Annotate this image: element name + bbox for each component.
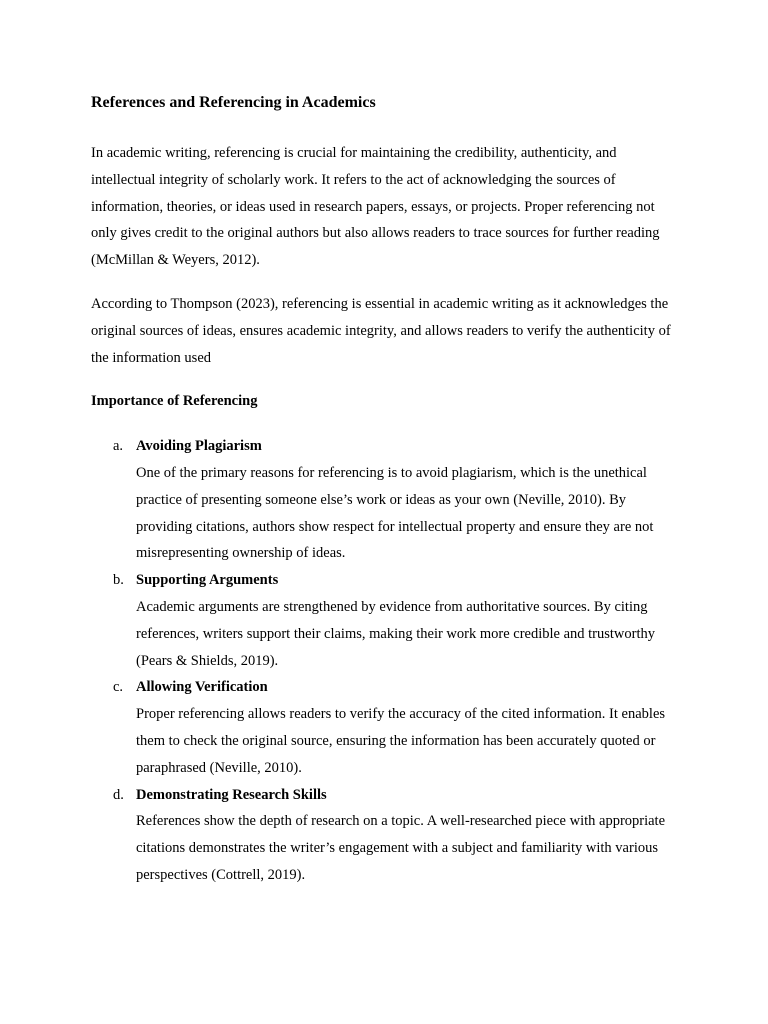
- importance-list: [91, 433, 683, 889]
- list-item-research-skills: [91, 782, 683, 889]
- list-item-body: References show the depth of research on a topic. A well-researched piece with appropriate citations demonstrates the writer’s engagement with a subject and familiarity with various perspectives (Cottrell, 2019).: [136, 813, 666, 883]
- list-item-title: Supporting Arguments: [136, 572, 279, 589]
- list-item-avoiding-plagiarism: [91, 433, 683, 567]
- section-heading: Importance of Referencing: [91, 393, 258, 410]
- list-marker: a.: [113, 438, 124, 455]
- list-marker: c.: [113, 679, 124, 696]
- list-item-title: Demonstrating Research Skills: [136, 786, 327, 803]
- thompson-paragraph: According to Thompson (2023), referencing is essential in academic writing as it acknowledges the original sources of ideas, ensures academic integrity, and allows readers to verify the authenticity of the information used: [91, 295, 671, 366]
- list-item-body: Academic arguments are strengthened by evidence from authoritative sources. By citing references, writers support their claims, making their work more credible and trustworthy (Pears & Shields, 2019).: [136, 598, 656, 669]
- list-item-supporting-arguments: [91, 567, 683, 674]
- list-item-title: Allowing Verification: [136, 679, 268, 696]
- document-title: References and Referencing in Academics: [91, 94, 376, 111]
- list-item-body: Proper referencing allows readers to verify the accuracy of the cited information. It enables them to check the original source, ensuring the information has been accurately quoted or paraphrased (Neville, 2010).: [136, 706, 666, 776]
- list-item-body: One of the primary reasons for referencing is to avoid plagiarism, which is the unethical practice of presenting someone else’s work or ideas as your own (Neville, 2010). By providing citations, authors show respect for intellectual property and ensure they are not misrepresenting ownership of ideas.: [136, 464, 654, 562]
- list-marker: b.: [113, 572, 124, 589]
- list-item-title: Avoiding Plagiarism: [136, 438, 262, 455]
- list-marker: d.: [113, 786, 124, 803]
- document-page: [91, 92, 683, 889]
- list-item-allowing-verification: [91, 674, 683, 781]
- intro-paragraph: In academic writing, referencing is crucial for maintaining the credibility, authenticity, and intellectual integrity of scholarly work. It refers to the act of acknowledging the sources of information, theories, or ideas used in research papers, essays, or projects. Proper referencing not only gives credit to the original authors but also allows readers to trace sources for further reading (McMillan & Weyers, 2012).: [91, 145, 660, 269]
